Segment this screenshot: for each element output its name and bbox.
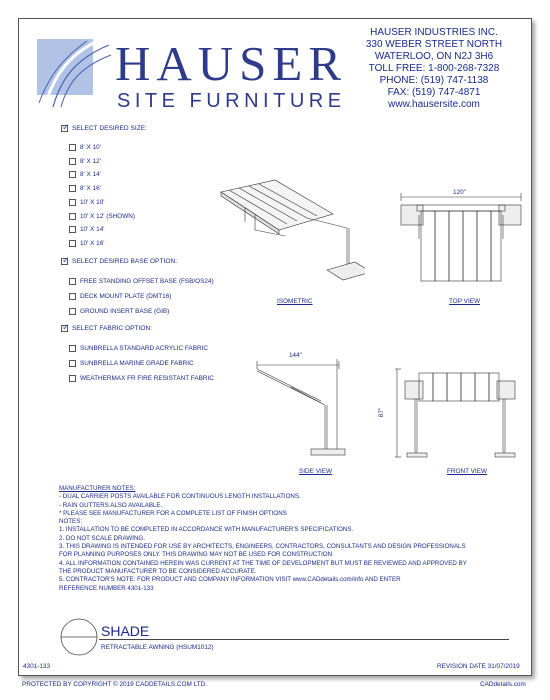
- drawing-sheet: [18, 18, 532, 676]
- note-item: 5. CONTRACTOR'S NOTE: FOR PRODUCT AND COMPANY INFORMATION VISIT www.CADdetails.com/info AND ENTER: [59, 576, 401, 584]
- company-address: [341, 27, 527, 111]
- manufacturer-note: - RAIN GUTTERS ALSO AVAILABLE.: [59, 501, 163, 509]
- checkbox[interactable]: [69, 240, 76, 247]
- size-header-checkbox[interactable]: [61, 125, 68, 132]
- note-item: 1. INSTALLATION TO BE COMPLETED IN ACCORDANCE WITH MANUFACTURER'S SPECIFICATIONS.: [59, 526, 354, 534]
- size-option[interactable]: 8' X 16': [69, 185, 101, 192]
- detail-circle-icon: [59, 617, 101, 659]
- checkbox[interactable]: [69, 158, 76, 165]
- checkbox[interactable]: [69, 293, 76, 300]
- drawing-title: SHADE: [101, 623, 150, 639]
- note-item: 4. ALL INFORMATION CONTAINED HEREIN WAS CURRENT AT THE TIME OF DEVELOPMENT BUT MUST BE REVIEWED AND APPROVED BY: [59, 559, 467, 567]
- checkbox[interactable]: [69, 360, 76, 367]
- notes-block: [59, 485, 519, 593]
- size-option[interactable]: 10' X 16': [69, 240, 104, 247]
- title-underline: [99, 639, 509, 640]
- note-item: 2. DO NOT SCALE DRAWING.: [59, 534, 145, 542]
- company-street: 330 WEBER STREET NORTH: [365, 39, 503, 50]
- side-view-drawing: [251, 353, 361, 461]
- front-view-label: FRONT VIEW: [447, 468, 488, 475]
- note-item: FOR PLANNING PURPOSES ONLY. THIS DRAWING MAY NOT BE USED FOR CONSTRUCTION.: [59, 551, 334, 559]
- fabric-header-checkbox[interactable]: [61, 325, 68, 332]
- size-option[interactable]: 8' X 10': [69, 144, 101, 151]
- fabric-option[interactable]: SUNBRELLA MARINE GRADE FABRIC: [69, 360, 194, 367]
- manufacturer-note: - DUAL CARRIER POSTS AVAILABLE FOR CONTINUOUS LENGTH INSTALLATIONS.: [59, 493, 301, 501]
- fabric-option[interactable]: SUNBRELLA STANDARD ACRYLIC FABRIC: [69, 345, 208, 352]
- dimension-top: 120": [453, 189, 466, 196]
- base-option[interactable]: GROUND INSERT BASE (GIB): [69, 308, 169, 315]
- company-fax: FAX: (519) 747-4871: [387, 87, 481, 98]
- company-phone: PHONE: (519) 747-1138: [379, 75, 489, 86]
- checkbox[interactable]: [69, 144, 76, 151]
- company-website[interactable]: www.hausersite.com: [388, 99, 480, 110]
- size-option[interactable]: 10' X 12' (SHOWN): [69, 213, 135, 220]
- note-item: THE PRODUCT MANUFACTURER TO BE CONSIDERED ACCURATE.: [59, 567, 257, 575]
- checkbox[interactable]: [69, 199, 76, 206]
- checkbox[interactable]: [69, 308, 76, 315]
- drawing-subtitle: RETRACTABLE AWNING (HSUM1012): [101, 644, 214, 651]
- reference-number: 4301-133: [23, 663, 51, 670]
- caddetails-link[interactable]: CADdetails.com: [480, 681, 526, 688]
- top-view-label: TOP VIEW: [449, 298, 481, 305]
- size-option[interactable]: 10' X 10': [69, 199, 104, 206]
- copyright: PROTECTED BY COPYRIGHT © 2019 CADDETAILS.COM LTD.: [22, 681, 207, 688]
- base-header[interactable]: ✓ SELECT DESIRED BASE OPTION:: [61, 258, 177, 265]
- notes-title: NOTES:: [59, 518, 83, 526]
- front-view-drawing: [395, 359, 535, 463]
- checkbox[interactable]: [69, 278, 76, 285]
- base-option[interactable]: FREE STANDING OFFSET BASE (FSB/OS24): [69, 278, 214, 285]
- fabric-option[interactable]: WEATHERMAX FR FIRE RESISTANT FABRIC: [69, 375, 214, 382]
- size-option[interactable]: 8' X 14': [69, 171, 101, 178]
- top-view-drawing: [397, 179, 537, 289]
- checkbox[interactable]: [69, 345, 76, 352]
- note-item: REFERENCE NUMBER 4301-133: [59, 584, 154, 592]
- manufacturer-note: * PLEASE SEE MANUFACTURER FOR A COMPLETE LIST OF FINISH OPTIONS: [59, 509, 287, 517]
- hauser-logo-icon: [35, 33, 113, 113]
- revision-date: REVISION DATE 31/07/2019: [437, 663, 520, 670]
- fabric-header[interactable]: ✓ SELECT FABRIC OPTION:: [61, 325, 152, 332]
- size-header[interactable]: ✓ SELECT DESIRED SIZE:: [61, 125, 147, 132]
- brand-name: HAUSER: [115, 36, 348, 91]
- size-option[interactable]: 8' X 12': [69, 158, 101, 165]
- manufacturer-notes-title: MANUFACTURER NOTES:: [59, 485, 136, 492]
- company-city: WATERLOO, ON N2J 3H6: [374, 51, 494, 62]
- side-view-label: SIDE VIEW: [299, 468, 333, 475]
- dimension-side: 144": [289, 352, 302, 359]
- brand-subtitle: SITE FURNITURE: [117, 90, 346, 112]
- note-item: 3. THIS DRAWING IS INTENDED FOR USE BY ARCHITECTS, ENGINEERS, CONTRACTORS, CONSULTANTS AND DESIGN PROFESSIONALS: [59, 543, 466, 551]
- base-header-checkbox[interactable]: [61, 258, 68, 265]
- isometric-label: ISOMETRIC: [277, 298, 313, 305]
- isometric-drawing: [215, 174, 365, 284]
- size-option[interactable]: 10' X 14': [69, 226, 104, 233]
- checkbox[interactable]: [69, 185, 76, 192]
- company-toll-free: TOLL FREE: 1-800-268-7328: [368, 63, 500, 74]
- checkbox[interactable]: [69, 213, 76, 220]
- base-option[interactable]: DECK MOUNT PLATE (DMT16): [69, 293, 171, 300]
- checkbox[interactable]: [69, 375, 76, 382]
- dimension-front: 87": [378, 407, 386, 418]
- company-name: HAUSER INDUSTRIES INC.: [370, 27, 498, 38]
- checkbox[interactable]: [69, 226, 76, 233]
- checkbox[interactable]: [69, 171, 76, 178]
